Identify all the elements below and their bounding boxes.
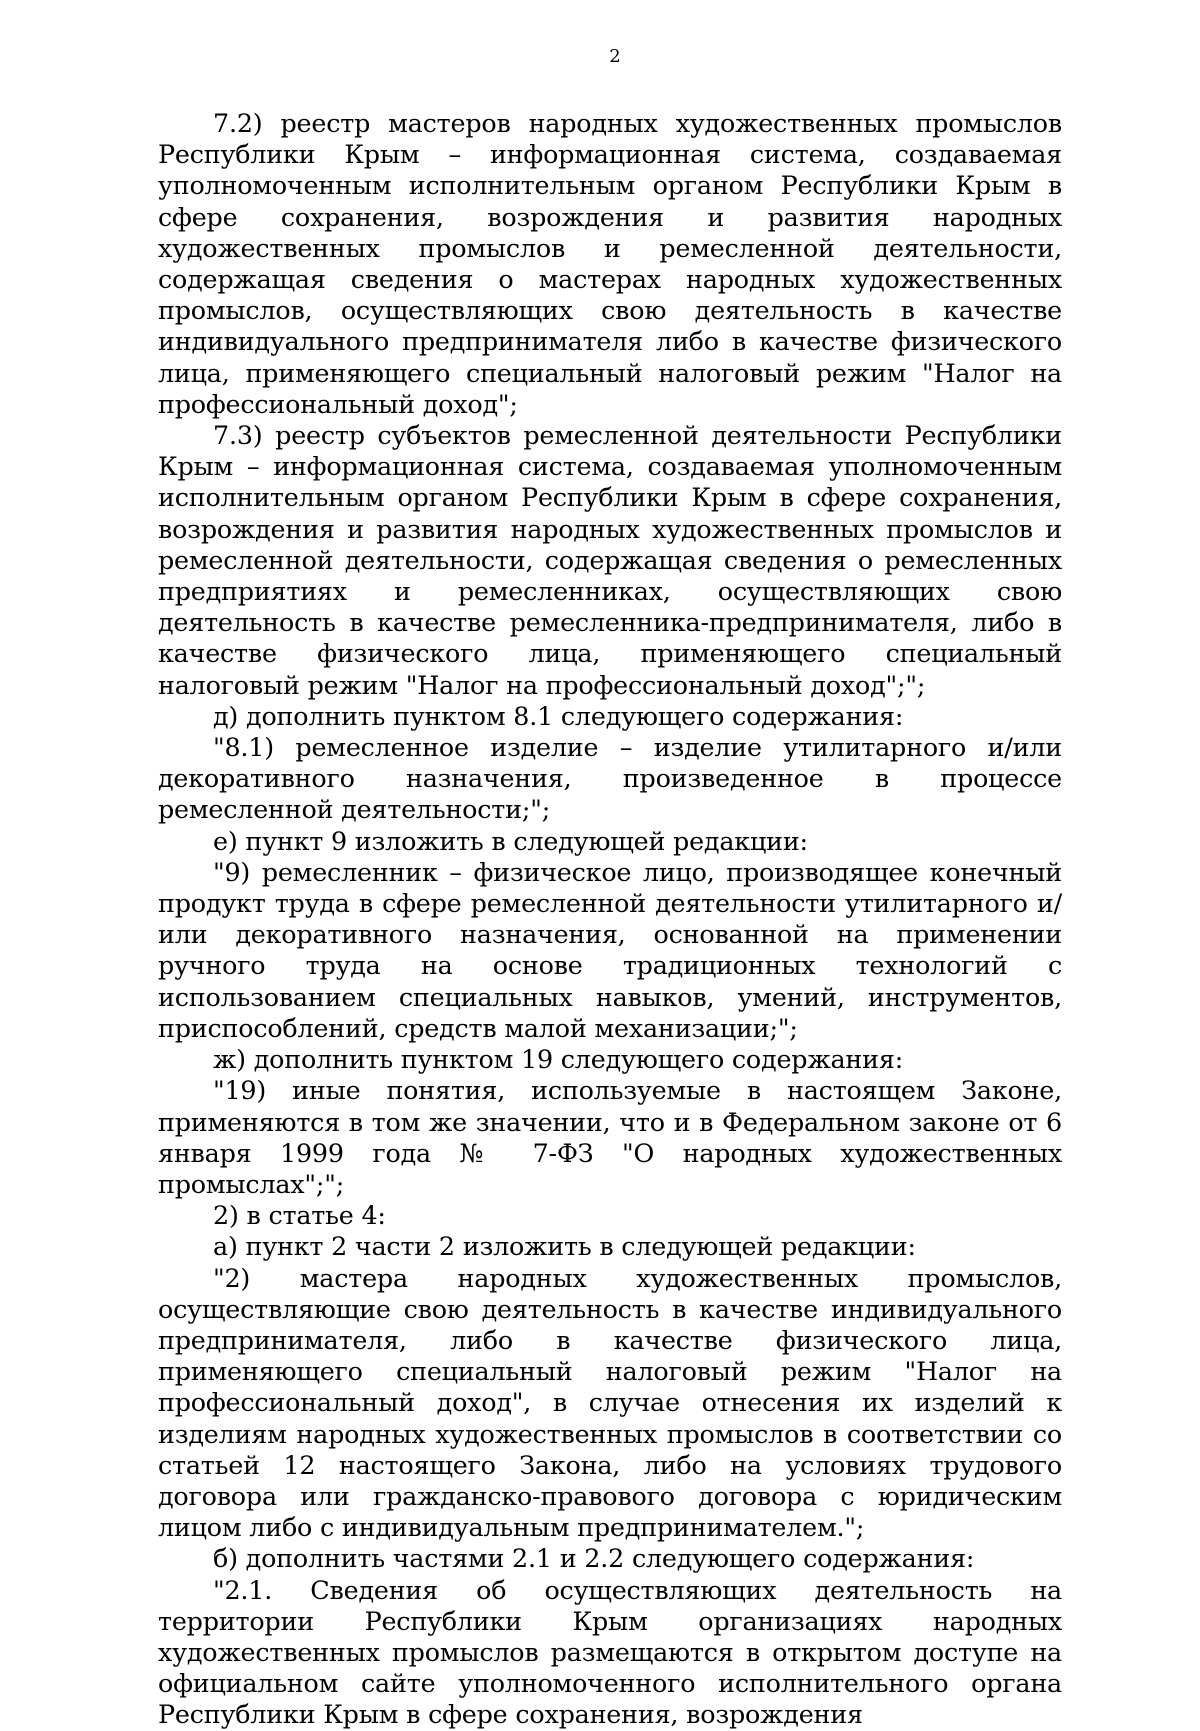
paragraph-2-1: "2.1. Сведения об осуществляющих деятельность на территории Республики Крым организациях народных художественных промыслов размещаются в открытом доступе на официальном сайте уполномоченного исполнительного органа Республики Крым в сфере сохранения, возрождения [158,1574,1062,1730]
document-body [158,108,1062,1731]
paragraph-b: б) дополнить частями 2.1 и 2.2 следующего содержания: [213,1543,975,1574]
paragraph-7-2: 7.2) реестр мастеров народных художественных промыслов Республики Крым – информационная система, создаваемая уполномоченным исполнительным органом Республики Крым в сфере сохранения, возрождения и развития народных художественных промыслов и ремесленной деятельности, содержащая сведения о мастерах народных художественных промыслов, осуществляющих свою деятельность в качестве индивидуального предпринимателя либо в качестве физического лица, применяющего специальный налоговый режим "Налог на профессиональный доход"; [158,108,1062,419]
paragraph-zh: ж) дополнить пунктом 19 следующего содержания: [213,1044,904,1075]
paragraph-9: "9) ремесленник – физическое лицо, производящее конечный продукт труда в сфере ремесленной деятельности утилитарного и/или декоративного назначения, основанной на применении ручного труда на основе традиционных технологий с использованием специальных навыков, умений, инструментов, приспособлений, средств малой механизации;"; [158,856,1062,1043]
paragraph-8-1: "8.1) ремесленное изделие – изделие утилитарного и/или декоративного назначения, произведенное в процессе ремесленной деятельности;"; [158,732,1062,825]
page-number: 2 [609,46,621,67]
paragraph-e: е) пункт 9 изложить в следующей редакции: [213,825,808,856]
paragraph-7-3: 7.3) реестр субъектов ремесленной деятельности Республики Крым – информационная система, создаваемая уполномоченным исполнительным органом Республики Крым в сфере сохранения, возрождения и развития народных художественных промыслов и ремесленной деятельности, содержащая сведения о ремесленных предприятиях и ремесленниках, осуществляющих свою деятельность в качестве ремесленника-предпринимателя, либо в качестве физического лица, применяющего специальный налоговый режим "Налог на профессиональный доход";"; [158,420,1062,700]
paragraph-d: д) дополнить пунктом 8.1 следующего содержания: [213,700,904,731]
paragraph-article-4: 2) в статье 4: [213,1200,386,1231]
paragraph-19: "19) иные понятия, используемые в настоящем Законе, применяются в том же значении, что и в Федеральном законе от 6 января 1999 года № 7-ФЗ "О народных художественных промыслах";"; [158,1075,1062,1199]
paragraph-a: а) пункт 2 части 2 изложить в следующей редакции: [213,1231,916,1262]
paragraph-2-masters: "2) мастера народных художественных промыслов, осуществляющие свою деятельность в качестве индивидуального предпринимателя, либо в качестве физического лица, применяющего специальный налоговый режим "Налог на профессиональный доход", в случае отнесения их изделий к изделиям народных художественных промыслов в соответствии со статьей 12 настоящего Закона, либо на условиях трудового договора или гражданско-правового договора с юридическим лицом либо с индивидуальным предпринимателем."; [158,1262,1062,1543]
